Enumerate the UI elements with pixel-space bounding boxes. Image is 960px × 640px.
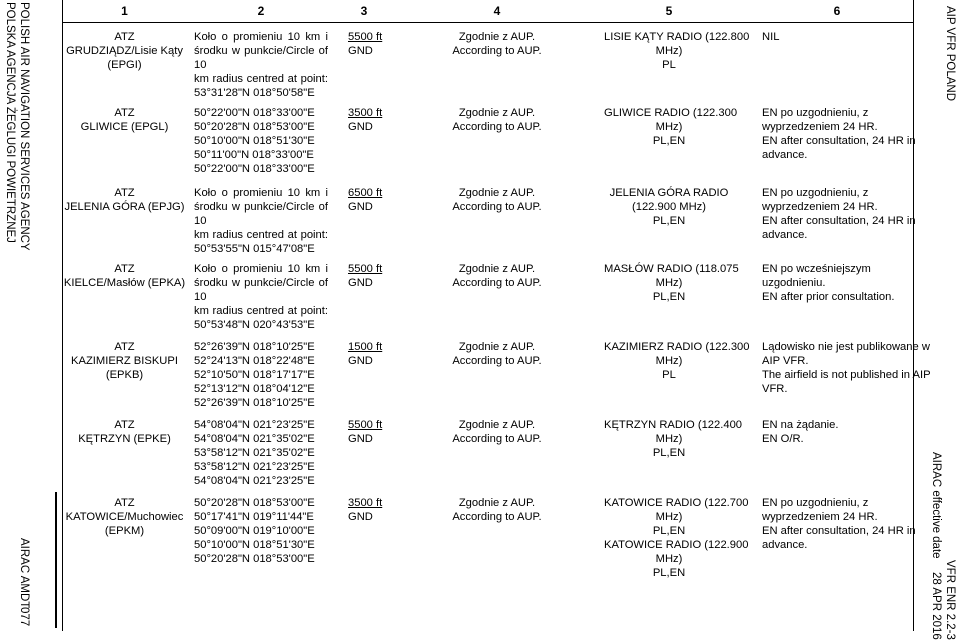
- classification-line: Zgodnie z AUP.: [458, 263, 536, 275]
- remarks-line: wyprzedzeniem 24 HR.: [762, 121, 878, 133]
- area-line: 50°11'00"N 018°33'00"E: [194, 149, 314, 161]
- row-7-area: [194, 496, 328, 566]
- area-line: 50°53'55"N 015°47'08"E: [194, 243, 315, 255]
- row-1-limits: [348, 30, 408, 58]
- unit-line: MHz): [655, 121, 683, 133]
- remarks-line: advance.: [762, 149, 808, 161]
- classification-line: According to AUP.: [452, 355, 542, 367]
- remarks-line: VFR.: [762, 383, 788, 395]
- limits-line: GND: [348, 45, 373, 57]
- row-5-limits: [348, 340, 408, 368]
- area-line: środku w punkcie/Circle of 10: [194, 45, 328, 71]
- airac-amdt-label: AIRAC AMDT: [18, 538, 30, 609]
- remarks-line: EN after consultation, 24 HR in: [762, 135, 916, 147]
- row-3-classification: [408, 186, 586, 214]
- remarks-line: EN after consultation, 24 HR in: [762, 215, 916, 227]
- effective-date: 28 APR 2016: [930, 572, 942, 640]
- area-line: 52°10'50"N 018°17'17"E: [194, 369, 315, 381]
- remarks-line: EN po uzgodnieniu, z: [762, 107, 869, 119]
- name-line: ATZ: [114, 341, 135, 353]
- limits-line: 3500 ft: [348, 107, 383, 119]
- limits-line: GND: [348, 433, 373, 445]
- row-1-unit: [604, 30, 750, 72]
- remarks-line: EN after consultation, 24 HR in: [762, 525, 916, 537]
- unit-line: PL: [662, 369, 676, 381]
- limits-line: GND: [348, 121, 373, 133]
- unit-line: PL: [662, 59, 676, 71]
- name-line: (EPKB): [105, 369, 144, 381]
- area-line: 53°58'12"N 021°35'02"E: [194, 447, 315, 459]
- row-4-unit: [604, 262, 739, 304]
- row-2-limits: [348, 106, 408, 134]
- area-line: 52°26'39"N 018°10'25"E: [194, 397, 315, 409]
- row-7-remarks: [762, 496, 916, 552]
- area-line: 50°20'28"N 018°53'00"E: [194, 121, 315, 133]
- amdt-number: 077: [18, 607, 30, 627]
- name-line: (EPGI): [107, 59, 142, 71]
- classification-line: Zgodnie z AUP.: [458, 187, 536, 199]
- unit-line: LISIE KĄTY RADIO (122.800: [604, 31, 750, 43]
- column-number-3: 3: [360, 4, 368, 18]
- name-line: ATZ: [114, 263, 135, 275]
- row-5-classification: [408, 340, 586, 368]
- airac-effective-label: AIRAC effective date: [930, 452, 942, 559]
- column-number-4: 4: [493, 4, 501, 18]
- area-line: 50°22'00"N 018°33'00"E: [194, 107, 315, 119]
- area-line: 50°09'00"N 019°10'00"E: [194, 525, 315, 537]
- column-number-5: 5: [665, 4, 673, 18]
- classification-line: Zgodnie z AUP.: [458, 497, 536, 509]
- area-line: 54°08'04"N 021°23'25"E: [194, 475, 315, 487]
- area-line: 50°20'28"N 018°53'00"E: [194, 497, 315, 509]
- area-line: 50°22'00"N 018°33'00"E: [194, 163, 315, 175]
- unit-line: PL,EN: [652, 135, 686, 147]
- area-line: 50°10'00"N 018°51'30"E: [194, 135, 315, 147]
- remarks-line: wyprzedzeniem 24 HR.: [762, 201, 878, 213]
- row-3-area: [194, 186, 328, 256]
- area-line: 50°53'48"N 020°43'53"E: [194, 319, 315, 331]
- unit-line: GLIWICE RADIO (122.300: [604, 107, 738, 119]
- limits-line: 3500 ft: [348, 497, 383, 509]
- area-line: 50°17'41"N 019°11'44"E: [194, 511, 314, 523]
- remarks-line: Lądowisko nie jest publikowane w: [762, 341, 930, 353]
- limits-line: GND: [348, 511, 373, 523]
- row-3-name: [62, 186, 187, 214]
- row-4-classification: [408, 262, 586, 290]
- area-line: 54°08'04"N 021°35'02"E: [194, 433, 315, 445]
- classification-line: According to AUP.: [452, 201, 542, 213]
- unit-line: KATOWICE RADIO (122.700: [604, 497, 749, 509]
- name-line: KĘTRZYN (EPKE): [78, 433, 171, 445]
- area-line: km radius centred at point:: [194, 305, 328, 317]
- remarks-line: EN po wcześniejszym: [762, 263, 871, 275]
- name-line: ATZ: [114, 419, 135, 431]
- unit-line: PL,EN: [652, 447, 686, 459]
- unit-line: MHz): [655, 277, 683, 289]
- area-line: 52°13'12"N 018°04'12"E: [194, 383, 315, 395]
- remarks-line: EN po uzgodnieniu, z: [762, 187, 869, 199]
- unit-line: KATOWICE RADIO (122.900: [604, 539, 749, 551]
- remarks-line: EN after prior consultation.: [762, 291, 895, 303]
- classification-line: According to AUP.: [452, 45, 542, 57]
- row-1-remarks: [762, 30, 912, 44]
- area-line: 53°31'28"N 018°50'58"E: [194, 87, 315, 99]
- publication-title: AIP VFR POLAND: [944, 6, 956, 102]
- column-number-1: 1: [121, 4, 128, 18]
- classification-line: According to AUP.: [452, 121, 542, 133]
- row-6-name: [62, 418, 187, 446]
- name-line: KAZIMIERZ BISKUPI: [71, 355, 178, 367]
- name-line: JELENIA GÓRA (EPJG): [64, 201, 185, 213]
- name-line: GLIWICE (EPGL): [80, 121, 169, 133]
- unit-line: (122.900 MHz): [632, 201, 706, 213]
- name-line: KATOWICE/Muchowiec: [65, 511, 184, 523]
- row-2-remarks: [762, 106, 916, 162]
- area-line: 52°26'39"N 018°10'25"E: [194, 341, 315, 353]
- name-line: ATZ: [114, 107, 135, 119]
- remarks-line: NIL: [762, 31, 780, 43]
- header-divider: [62, 22, 914, 23]
- limits-line: GND: [348, 355, 373, 367]
- unit-line: MHz): [655, 45, 683, 57]
- area-line: 52°24'13"N 018°22'48"E: [194, 355, 315, 367]
- agency-name-en: POLISH AIR NAVIGATION SERVICES AGENCY: [18, 2, 30, 251]
- area-line: Koło o promieniu 10 km i: [194, 31, 328, 43]
- area-line: Koło o promieniu 10 km i: [194, 263, 328, 275]
- row-6-limits: [348, 418, 408, 446]
- page-reference: VFR ENR 2.2-3: [944, 560, 956, 640]
- row-7-unit: [604, 496, 749, 580]
- remarks-line: uzgodnieniu.: [762, 277, 826, 289]
- row-2-area: [194, 106, 328, 176]
- unit-line: PL,EN: [652, 525, 686, 537]
- area-line: Koło o promieniu 10 km i: [194, 187, 328, 199]
- remarks-line: EN po uzgodnieniu, z: [762, 497, 869, 509]
- remarks-line: advance.: [762, 539, 808, 551]
- row-7-classification: [408, 496, 586, 524]
- agency-name-pl: POLSKA AGENCJA ŻEGLUGI POWIETRZNEJ: [4, 2, 16, 243]
- change-bar: [55, 492, 57, 628]
- name-line: KIELCE/Masłów (EPKA): [63, 277, 186, 289]
- unit-line: MHz): [655, 355, 683, 367]
- unit-line: PL,EN: [652, 567, 686, 579]
- area-line: 50°20'28"N 018°53'00"E: [194, 553, 315, 565]
- limits-line: GND: [348, 277, 373, 289]
- row-2-name: [62, 106, 187, 134]
- remarks-line: AIP VFR.: [762, 355, 809, 367]
- remarks-line: The airfield is not published in AIP: [762, 369, 931, 381]
- name-line: ATZ: [114, 497, 135, 509]
- row-2-unit: [604, 106, 738, 148]
- area-line: km radius centred at point:: [194, 229, 328, 241]
- classification-line: According to AUP.: [452, 277, 542, 289]
- row-4-name: [62, 262, 187, 290]
- row-6-classification: [408, 418, 586, 446]
- row-3-limits: [348, 186, 408, 214]
- limits-line: 1500 ft: [348, 341, 383, 353]
- row-4-limits: [348, 262, 408, 290]
- unit-line: MHz): [655, 511, 683, 523]
- name-line: ATZ: [114, 31, 135, 43]
- limits-line: 6500 ft: [348, 187, 383, 199]
- row-7-limits: [348, 496, 408, 524]
- area-line: 54°08'04"N 021°23'25"E: [194, 419, 315, 431]
- classification-line: According to AUP.: [452, 433, 542, 445]
- limits-line: 5500 ft: [348, 419, 383, 431]
- limits-line: 5500 ft: [348, 31, 383, 43]
- unit-line: MHz): [655, 433, 683, 445]
- classification-line: Zgodnie z AUP.: [458, 31, 536, 43]
- remarks-line: EN na żądanie.: [762, 419, 839, 431]
- row-5-unit: [604, 340, 750, 382]
- area-line: km radius centred at point:: [194, 73, 328, 85]
- row-7-name: [62, 496, 187, 538]
- unit-line: MASŁÓW RADIO (118.075: [604, 263, 739, 275]
- column-number-6: 6: [833, 4, 841, 18]
- remarks-line: EN O/R.: [762, 433, 804, 445]
- area-line: środku w punkcie/Circle of 10: [194, 201, 328, 227]
- area-line: 53°58'12"N 021°23'25"E: [194, 461, 315, 473]
- classification-line: Zgodnie z AUP.: [458, 419, 536, 431]
- limits-line: 5500 ft: [348, 263, 383, 275]
- row-6-remarks: [762, 418, 912, 446]
- remarks-line: wyprzedzeniem 24 HR.: [762, 511, 878, 523]
- column-number-2: 2: [257, 4, 265, 18]
- limits-line: GND: [348, 201, 373, 213]
- unit-line: JELENIA GÓRA RADIO: [609, 187, 729, 199]
- name-line: (EPKM): [104, 525, 145, 537]
- row-1-area: [194, 30, 328, 100]
- unit-line: KAZIMIERZ RADIO (122.300: [604, 341, 750, 353]
- row-3-remarks: [762, 186, 916, 242]
- row-5-name: [62, 340, 187, 382]
- unit-line: PL,EN: [652, 291, 686, 303]
- unit-line: KĘTRZYN RADIO (122.400: [604, 419, 743, 431]
- row-4-area: [194, 262, 328, 332]
- area-line: 50°10'00"N 018°51'30"E: [194, 539, 315, 551]
- area-line: środku w punkcie/Circle of 10: [194, 277, 328, 303]
- row-1-classification: [408, 30, 586, 58]
- row-6-unit: [604, 418, 743, 460]
- row-5-remarks: [762, 340, 931, 396]
- row-1-name: [62, 30, 187, 72]
- name-line: ATZ: [114, 187, 135, 199]
- unit-line: PL,EN: [652, 215, 686, 227]
- row-2-classification: [408, 106, 586, 134]
- row-4-remarks: [762, 262, 912, 304]
- row-5-area: [194, 340, 328, 410]
- unit-line: MHz): [655, 553, 683, 565]
- name-line: GRUDZIĄDZ/Lisie Kąty: [66, 45, 183, 57]
- classification-line: Zgodnie z AUP.: [458, 107, 536, 119]
- remarks-line: advance.: [762, 229, 808, 241]
- row-6-area: [194, 418, 328, 488]
- classification-line: Zgodnie z AUP.: [458, 341, 536, 353]
- classification-line: According to AUP.: [452, 511, 542, 523]
- row-3-unit: [604, 186, 734, 228]
